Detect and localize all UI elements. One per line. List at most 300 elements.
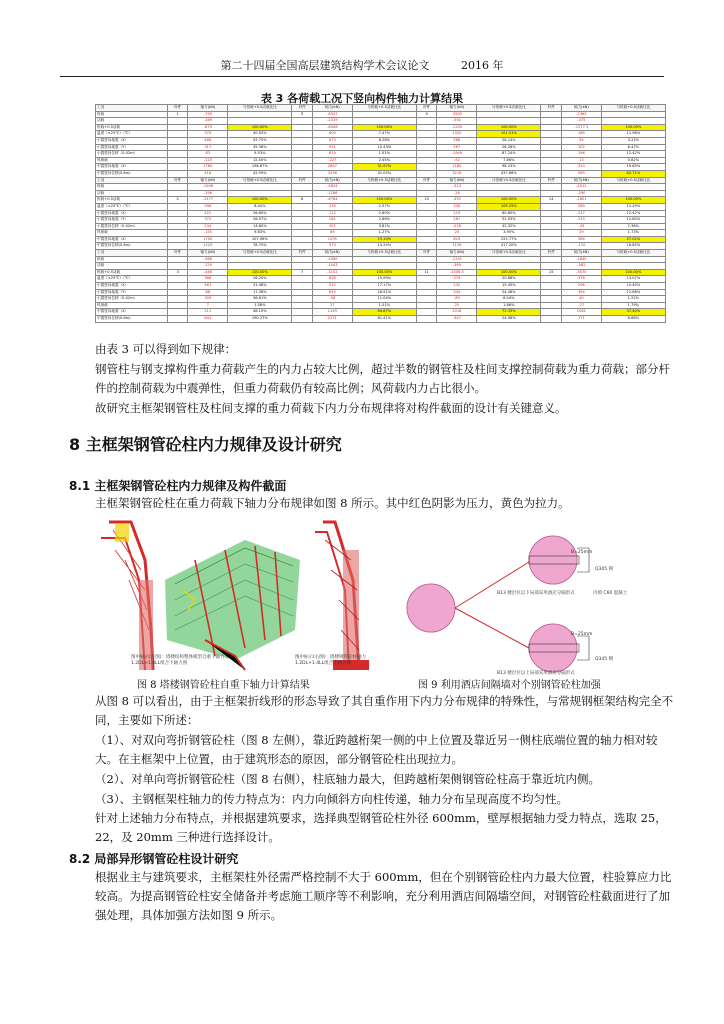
table-row — [96, 217, 666, 224]
table-cell — [167, 157, 188, 164]
table-cell — [416, 263, 437, 270]
table-row — [96, 296, 666, 303]
table-cell: 100.00% — [601, 124, 665, 131]
table-cell — [292, 157, 313, 164]
table-cell: -26 — [437, 190, 477, 197]
table-header-cell: 杆件 — [416, 177, 437, 184]
table-cell: 301 — [312, 223, 352, 230]
table-header-cell: 杆件 — [292, 250, 313, 257]
paragraph-rule-intro: 由表 3 可以得到如下规律： — [95, 342, 237, 356]
table-cell — [416, 210, 437, 217]
table-row — [96, 276, 666, 283]
tower-column-left — [101, 522, 153, 670]
table-cell: 100.00% — [477, 269, 541, 276]
table-cell: 62.71% — [601, 170, 665, 177]
table-cell — [167, 309, 188, 316]
table-cell — [477, 118, 541, 125]
paragraph-special-column: 根据业主与建筑要求，主框架柱外径需严格控制不大于 600mm，但在个别钢管砼柱内力最大位置，柱验算应力比较高。为提高钢管砼柱安全储备并考虑施工顺序等不利影响，充分利用酒店间隔墙空间，对钢管砼柱截面进行了加强处理，具体加强方法如图 9 所示。 — [95, 870, 672, 922]
table-cell — [292, 263, 313, 270]
table-header-cell: 轴力(kN) — [437, 105, 477, 112]
table-cell — [167, 217, 188, 224]
table-cell: 20 — [437, 230, 477, 237]
table-row — [96, 144, 666, 151]
table-cell: 11.98% — [601, 131, 665, 138]
table-cell: 6.66% — [601, 316, 665, 323]
table-row-label: 中震竖向地震（X） — [96, 309, 168, 316]
table-cell: -1506.5 — [437, 269, 477, 276]
table-cell: 17.38% — [228, 289, 292, 296]
table-cell: 6.04% — [477, 296, 541, 303]
table-row-label: 中震竖向位移(0.6m) — [96, 170, 168, 177]
table-cell: 29 — [561, 230, 601, 237]
table-cell — [601, 184, 665, 191]
table-cell: 42.59% — [228, 170, 292, 177]
table-cell — [477, 111, 541, 118]
table-cell: 100.00% — [601, 197, 665, 204]
table-cell — [416, 203, 437, 210]
table-cell — [352, 263, 416, 270]
figure-8 — [95, 520, 395, 680]
table-cell: 596 — [188, 203, 228, 210]
table-cell — [477, 263, 541, 270]
table-cell: 3 — [167, 269, 188, 276]
table-cell: -323 — [437, 184, 477, 191]
table-cell — [416, 144, 437, 151]
table-header-cell: 与恒载+0.5活载比比 — [477, 250, 541, 257]
table-row-label: 小震竖向地震（X） — [96, 283, 168, 290]
table-cell: 287 — [437, 217, 477, 224]
table-cell — [541, 144, 562, 151]
table-cell: 289 — [561, 203, 601, 210]
table-cell: 8.28% — [352, 137, 416, 144]
table-cell: -290 — [561, 190, 601, 197]
table-row-label: 小震竖向地震（Y） — [96, 289, 168, 296]
table-cell: 12.42% — [601, 210, 665, 217]
table-cell: 15.45% — [477, 283, 541, 290]
table-cell: 584 — [561, 236, 601, 243]
table-cell: 101.51% — [477, 131, 541, 138]
table-cell: 52.55% — [477, 217, 541, 224]
table-cell — [541, 309, 562, 316]
table-header-cell: 与恒载+0.5活载比比 — [601, 105, 665, 112]
fig9-steel-lower: Q345 钢 — [595, 657, 614, 662]
table-cell — [416, 124, 437, 131]
table-cell: 2687 — [312, 164, 352, 171]
table-cell — [541, 190, 562, 197]
table-cell: 3.81% — [352, 223, 416, 230]
table-header-cell: 与恒载+0.5活载比比 — [352, 105, 416, 112]
table-cell: -1577 — [188, 197, 228, 204]
table-cell: 36.81% — [228, 296, 292, 303]
table-row-label: 恒载+0.5活载 — [96, 269, 168, 276]
table-cell — [416, 151, 437, 158]
table-cell — [292, 203, 313, 210]
table-cell — [167, 289, 188, 296]
table-row — [96, 223, 666, 230]
table-cell: -3070 — [561, 269, 601, 276]
table-cell: 437.86% — [477, 170, 541, 177]
table-cell: 189 — [561, 131, 601, 138]
table-cell — [292, 256, 313, 263]
table-row-label: 小震竖向位移（0.02m） — [96, 223, 168, 230]
paragraph-fig8-intro: 主框架钢管砼柱在重力荷载下轴力分布规律如图 8 所示。其中红色阴影为压力，黄色为拉力。 — [95, 496, 570, 510]
table-cell — [167, 230, 188, 237]
table-row-label: 温度（±25℃）（℃） — [96, 276, 168, 283]
table-cell: 317 — [188, 144, 228, 151]
table-row-label: 小震竖向地震（X） — [96, 137, 168, 144]
table-cell: 2.66% — [352, 217, 416, 224]
table-cell: 14.85% — [228, 223, 292, 230]
figure-9-caption: 图 9 利用酒店间隔墙对个别钢管砼柱加强 — [418, 680, 601, 691]
table-cell — [292, 131, 313, 138]
table-cell: 1320 — [437, 131, 477, 138]
table-header-cell: 杆件 — [167, 177, 188, 184]
table-cell: 7 — [188, 302, 228, 309]
table-cell: 24.46% — [477, 289, 541, 296]
table-cell: 10 — [416, 197, 437, 204]
table-cell — [167, 302, 188, 309]
table-cell: -1801 — [561, 197, 601, 204]
table-cell: -92 — [437, 157, 477, 164]
table-cell: 873 — [312, 137, 352, 144]
table-header-cell: 工况 — [96, 250, 168, 257]
table-cell — [601, 111, 665, 118]
figure-9-drawing — [405, 520, 655, 680]
table-cell: -2319 — [312, 118, 352, 125]
fig9-concrete-note: 内填 C60 混凝土 — [593, 591, 628, 596]
table-cell: -3102 — [312, 269, 352, 276]
table-header-cell: 轴力(kN) — [188, 177, 228, 184]
tower-column-right — [315, 522, 369, 670]
table-cell — [292, 289, 313, 296]
table-header-cell: 杆件 — [167, 250, 188, 257]
table-header-cell: 轴力(kN) — [437, 177, 477, 184]
table-cell — [541, 263, 562, 270]
table-cell: 100.00% — [477, 124, 541, 131]
table-cell — [292, 236, 313, 243]
table-cell: -2580 — [312, 256, 352, 263]
table-cell — [167, 210, 188, 217]
table-cell — [416, 223, 437, 230]
fig9-thickness-lower: B=25mm — [571, 632, 593, 637]
page-header — [60, 56, 664, 77]
table-row — [96, 269, 666, 276]
table-cell: 422 — [188, 210, 228, 217]
table-cell: 12.50% — [228, 157, 292, 164]
table-cell: 72.33% — [477, 309, 541, 316]
table-cell: 1061 — [561, 309, 601, 316]
table-cell: 54 — [561, 137, 601, 144]
table-cell — [541, 118, 562, 125]
fig9-note-above: B13 楼层位以上局部采用酒店分隔形式 — [497, 671, 575, 676]
table-cell — [541, 283, 562, 290]
table-cell — [416, 302, 437, 309]
table-header-cell: 与恒载+0.5活载比比 — [477, 105, 541, 112]
table-cell: -8406 — [312, 124, 352, 131]
table-cell: 370 — [188, 131, 228, 138]
table-cell — [352, 111, 416, 118]
table-cell: -1200 — [437, 124, 477, 131]
table-row — [96, 190, 666, 197]
table-cell: 372 — [188, 217, 228, 224]
table-row — [96, 151, 666, 158]
table-cell: -873 — [188, 124, 228, 131]
table-cell — [167, 124, 188, 131]
paragraph-rule-1: 钢管柱与钢支撑构件重力荷载产生的内力占较大比例，超过半数的钢管柱及柱间支撑控制荷载为重力荷载；部分杆件的控制荷载为中震弹性，但重力荷载仍有较高比例；风荷载内力占比很小。 — [95, 362, 670, 395]
table-cell: 1.86% — [477, 302, 541, 309]
table-cell: 1180 — [437, 164, 477, 171]
table-cell: 100.00% — [601, 269, 665, 276]
table-cell: 196.87% — [228, 164, 292, 171]
table-cell — [541, 316, 562, 323]
table-cell — [228, 190, 292, 197]
table-header-cell: 杆件 — [541, 105, 562, 112]
table-header-cell: 与恒载+0.5活载比比 — [228, 250, 292, 257]
table-cell — [416, 243, 437, 250]
table-row — [96, 137, 666, 144]
table-cell — [541, 137, 562, 144]
table-cell — [601, 190, 665, 197]
table-cell — [416, 118, 437, 125]
table-row-label: 风荷载 — [96, 302, 168, 309]
table-cell: 26.97% — [228, 217, 292, 224]
table-cell: 296 — [561, 283, 601, 290]
table-cell: -6784 — [312, 197, 352, 204]
table-cell: 48.10% — [228, 309, 292, 316]
table-header-cell: 轴力(kN) — [561, 250, 601, 257]
table-cell: 2 — [167, 197, 188, 204]
table-cell: 655 — [312, 289, 352, 296]
table-header-cell: 杆件 — [416, 105, 437, 112]
table-cell: 19.10% — [352, 236, 416, 243]
table-cell — [541, 276, 562, 283]
table-cell — [541, 289, 562, 296]
table-header-cell: 与恒载+0.5活载比比 — [228, 105, 292, 112]
table-cell: 13 — [561, 157, 601, 164]
table-cell: 2.57% — [352, 203, 416, 210]
table-cell: 60.60% — [477, 210, 541, 217]
table-cell: -396 — [188, 190, 228, 197]
figure-8-sub-label-left: 图中标示(左图)：塔楼结构整体模型自重下轴力分布 1.2DL+1.4LL组合下轴力图 — [131, 655, 234, 666]
table-cell: 609 — [312, 131, 352, 138]
table-cell: -227 — [312, 157, 352, 164]
table-cell — [352, 184, 416, 191]
table-cell: 26.80% — [228, 210, 292, 217]
table-cell: 35.36% — [228, 144, 292, 151]
table-cell: -3505 — [437, 111, 477, 118]
table-cell: 28.14% — [477, 137, 541, 144]
table-cell — [167, 243, 188, 250]
table-header-cell: 轴力(kN) — [312, 105, 352, 112]
table-cell — [167, 164, 188, 171]
paragraph-design-choice: 针对上述轴力分布特点，并根据建筑要求，选择典型钢管砼柱外径 600mm，壁厚根据轴力受力特点，选取 25，22，及 20mm 三种进行选择设计。 — [95, 811, 667, 844]
table-cell: 7 — [292, 269, 313, 276]
figure-8-caption: 图 8 塔楼钢管砼柱自重下轴力计算结果 — [137, 680, 310, 691]
table-cell: 68 — [188, 289, 228, 296]
table-row-label: 恒载 — [96, 184, 168, 191]
table-cell — [167, 256, 188, 263]
table-cell: 100.00% — [352, 197, 416, 204]
table-cell — [292, 137, 313, 144]
table-cell: -169 — [188, 118, 228, 125]
table-cell: 588 — [437, 137, 477, 144]
table-cell — [228, 111, 292, 118]
table-cell: -228 — [437, 223, 477, 230]
table-header-cell: 杆件 — [541, 177, 562, 184]
table-cell — [416, 131, 437, 138]
table-cell — [416, 230, 437, 237]
table-cell: -27 — [561, 302, 601, 309]
leader-lines — [455, 562, 529, 648]
table-cell: 1116 — [437, 243, 477, 250]
table-cell: -366 — [188, 256, 228, 263]
table-cell: 16.91% — [352, 289, 416, 296]
figure-8-sub-label-right: 图中标示(右图)：塔楼钢管砼柱轴力 1.2DL+1.4LL组合下轴力图 — [295, 655, 367, 666]
table-row-label: 风荷载 — [96, 230, 168, 237]
table-cell: -110 — [561, 243, 601, 250]
table-cell: 841 — [188, 316, 228, 323]
table-row — [96, 283, 666, 290]
table-cell — [167, 223, 188, 230]
table-cell — [541, 230, 562, 237]
table-row — [96, 111, 666, 118]
table-cell: 1.01% — [352, 302, 416, 309]
table-cell: 931 — [312, 144, 352, 151]
table-cell — [601, 256, 665, 263]
table-cell: 8.44% — [228, 203, 292, 210]
table-cell: 6.47% — [601, 144, 665, 151]
table-cell: 12.80% — [601, 217, 665, 224]
table-cell — [292, 144, 313, 151]
table-row-label: 恒载+0.5活载 — [96, 197, 168, 204]
table-row-label: 小震竖向位移（0.02m） — [96, 296, 168, 303]
table-cell: 14.24% — [352, 243, 416, 250]
table-cell: 225.77% — [477, 236, 541, 243]
table-cell — [292, 316, 313, 323]
table-cell — [541, 236, 562, 243]
table-cell: 2271 — [312, 316, 352, 323]
table-cell: -1949 — [437, 151, 477, 158]
table-header-cell: 工况 — [96, 177, 168, 184]
table-row — [96, 197, 666, 204]
table-cell: 105.25% — [477, 203, 541, 210]
table-cell: -369 — [437, 263, 477, 270]
table-row-label: 风荷载 — [96, 157, 168, 164]
table-cell: 2.45% — [352, 157, 416, 164]
table-cell: 227 — [561, 210, 601, 217]
table-cell — [292, 190, 313, 197]
table-cell: 100.00% — [352, 269, 416, 276]
table-row — [96, 210, 666, 217]
table-cell: 973 — [312, 243, 352, 250]
table-cell: 418 — [188, 170, 228, 177]
fig9-thickness-upper: B=25mm — [571, 550, 593, 555]
table-cell: 374 — [437, 276, 477, 283]
table-cell: 100.00% — [352, 124, 416, 131]
table-cell: 3256 — [312, 170, 352, 177]
table-cell: 9.53% — [228, 151, 292, 158]
table-cell: -1186 — [312, 190, 352, 197]
table-cell: 78.70% — [228, 243, 292, 250]
table-header-cell: 与恒载+0.5活载比比 — [477, 177, 541, 184]
table-cell: 9 — [416, 111, 437, 118]
tower-3d-model — [165, 540, 300, 670]
table-cell: -2840 — [561, 256, 601, 263]
table-cell — [541, 131, 562, 138]
table-row-label: 恒载+0.5活载 — [96, 124, 168, 131]
table-cell: 512 — [312, 283, 352, 290]
table-cell — [477, 190, 541, 197]
table-cell: 1.22% — [601, 296, 665, 303]
table-cell: 112 — [312, 210, 352, 217]
table-cell — [541, 210, 562, 217]
table-cell — [228, 256, 292, 263]
table-cell — [541, 111, 562, 118]
table-cell: 17.17% — [352, 283, 416, 290]
table-cell — [292, 184, 313, 191]
table-cell: 1018 — [437, 309, 477, 316]
table-cell: 5 — [292, 111, 313, 118]
table-cell — [292, 296, 313, 303]
table-row-label: 温度（±25℃）（℃） — [96, 131, 168, 138]
table-cell — [292, 230, 313, 237]
table-cell — [292, 170, 313, 177]
table-cell: 1229 — [188, 243, 228, 250]
table-cell: 64.67% — [352, 309, 416, 316]
table-header-cell: 杆件 — [292, 177, 313, 184]
table-cell: -446 — [188, 269, 228, 276]
table-row — [96, 131, 666, 138]
table-cell — [292, 276, 313, 283]
table-cell: -562 — [561, 263, 601, 270]
table-row — [96, 302, 666, 309]
table-cell: 1295 — [312, 236, 352, 243]
table-row — [96, 236, 666, 243]
table-cell: -1006 — [188, 184, 228, 191]
table-cell: 196 — [561, 151, 601, 158]
table-cell: 20.88% — [477, 276, 541, 283]
table-cell — [541, 296, 562, 303]
table-cell: 233 — [561, 217, 601, 224]
table-cell: 31.97% — [352, 164, 416, 171]
table-cell: 234 — [188, 223, 228, 230]
table-cell — [416, 170, 437, 177]
table-cell: -592 — [437, 118, 477, 125]
table-cell — [541, 157, 562, 164]
table-cell: 40.55% — [228, 131, 292, 138]
table-cell — [541, 170, 562, 177]
table-cell — [167, 190, 188, 197]
table-cell — [228, 263, 292, 270]
table-cell: 2.36% — [601, 223, 665, 230]
table-cell: -89 — [437, 296, 477, 303]
table-header-cell: 与恒载+0.5活载比比 — [352, 177, 416, 184]
table-cell: 42.32% — [477, 223, 541, 230]
table-cell: 26.28% — [477, 144, 541, 151]
table-cell: 12.66% — [601, 289, 665, 296]
table-cell — [541, 302, 562, 309]
table-row-label: 恒载 — [96, 256, 168, 263]
table-header-cell: 杆件 — [416, 250, 437, 257]
axial-force-table-container — [95, 104, 666, 337]
table-row — [96, 164, 666, 171]
table-cell — [352, 256, 416, 263]
section-8-heading: 8 主框架钢管砼柱内力规律及设计研究 — [69, 435, 342, 454]
table-cell: 11 — [416, 269, 437, 276]
table-cell — [167, 151, 188, 158]
table-cell: 309 — [188, 296, 228, 303]
table-cell: 98.23% — [477, 164, 541, 171]
